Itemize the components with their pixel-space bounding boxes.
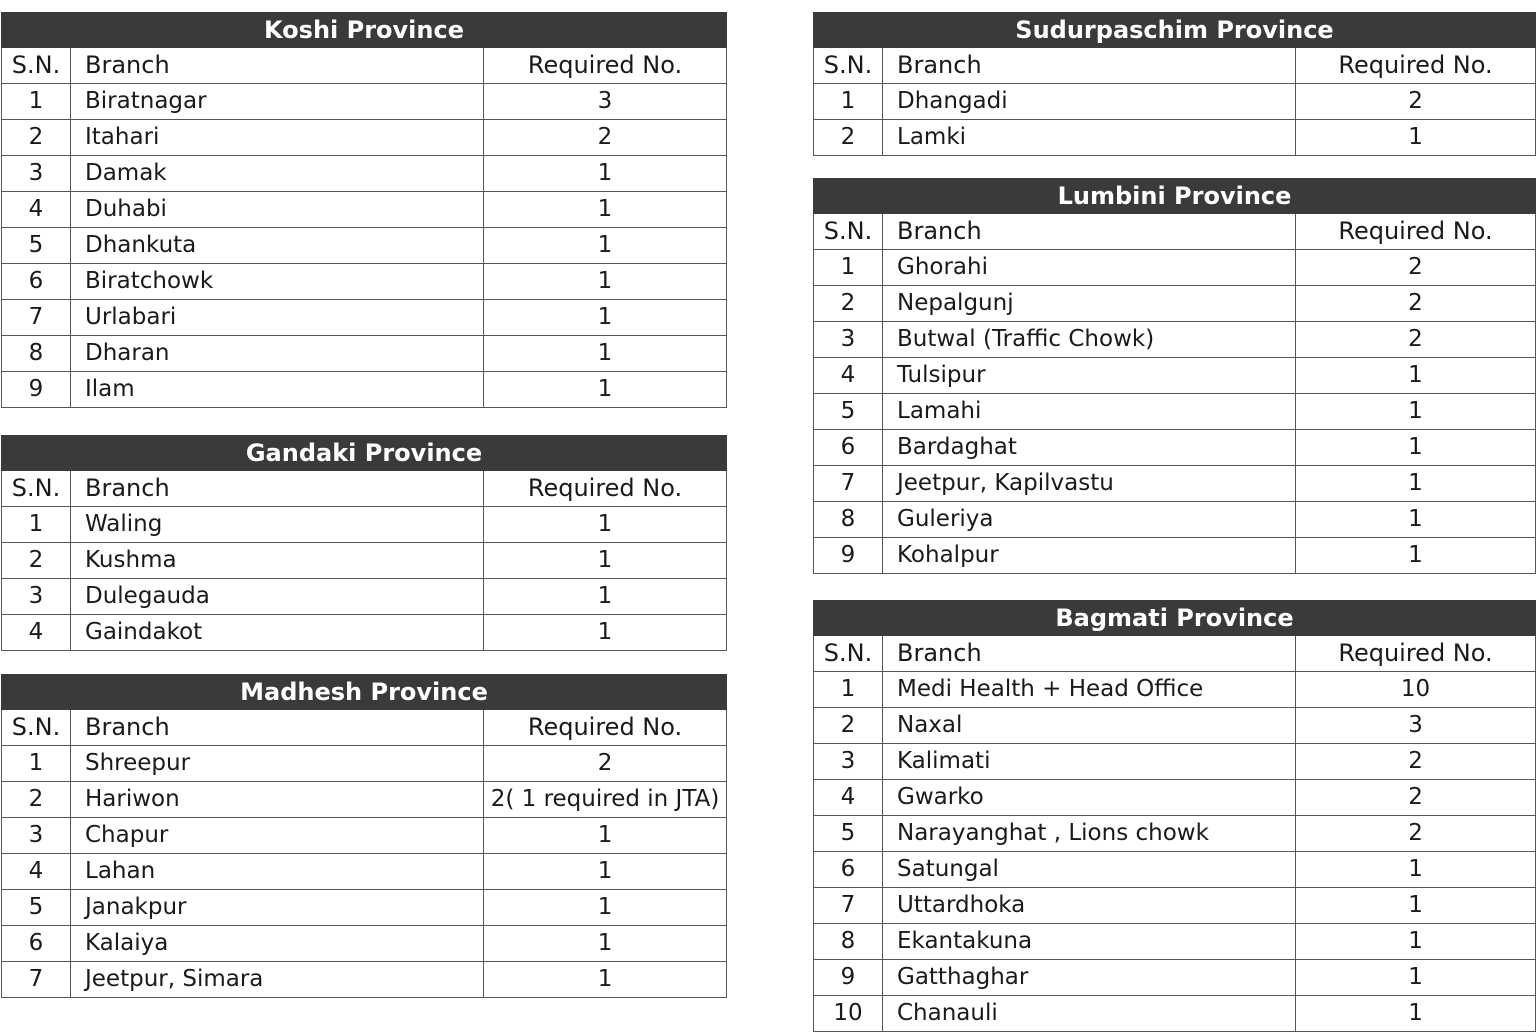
branch-name-cell: Ilam <box>71 372 484 408</box>
table-row <box>814 358 1536 394</box>
branch-name-cell: Waling <box>71 507 484 543</box>
serial-number-cell: 6 <box>2 926 71 962</box>
branch-name-cell: Ghorahi <box>883 250 1296 286</box>
required-header: Required No. <box>484 48 727 84</box>
table-row <box>814 250 1536 286</box>
required-number-cell: 1 <box>484 854 727 890</box>
required-number-cell: 1 <box>484 192 727 228</box>
required-number-cell: 1 <box>484 615 727 651</box>
serial-number-cell: 1 <box>2 507 71 543</box>
branch-name-cell: Lahan <box>71 854 484 890</box>
branch-name-cell: Gwarko <box>883 780 1296 816</box>
serial-number-cell: 4 <box>2 615 71 651</box>
table-row <box>814 816 1536 852</box>
serial-number-cell: 5 <box>814 816 883 852</box>
table-row <box>2 746 727 782</box>
serial-number-cell: 6 <box>814 852 883 888</box>
branch-header: Branch <box>883 636 1296 672</box>
branch-name-cell: Kushma <box>71 543 484 579</box>
branch-name-cell: Lamki <box>883 120 1296 156</box>
serial-number-cell: 5 <box>2 228 71 264</box>
table-row <box>2 962 727 998</box>
table-row <box>814 120 1536 156</box>
serial-number-cell: 1 <box>2 746 71 782</box>
serial-number-cell: 8 <box>814 924 883 960</box>
required-number-cell: 2 <box>1296 816 1536 852</box>
required-number-cell: 1 <box>1296 120 1536 156</box>
branch-name-cell: Nepalgunj <box>883 286 1296 322</box>
required-number-cell: 2 <box>1296 744 1536 780</box>
required-number-cell: 1 <box>484 372 727 408</box>
required-number-cell: 1 <box>1296 996 1536 1032</box>
required-number-cell: 2 <box>1296 322 1536 358</box>
branch-name-cell: Damak <box>71 156 484 192</box>
required-number-cell: 10 <box>1296 672 1536 708</box>
table-row <box>2 336 727 372</box>
branch-name-cell: Jeetpur, Kapilvastu <box>883 466 1296 502</box>
branch-name-cell: Biratnagar <box>71 84 484 120</box>
branch-name-cell: Shreepur <box>71 746 484 782</box>
province-title: Madhesh Province <box>2 675 727 710</box>
required-number-cell: 1 <box>484 926 727 962</box>
required-number-cell: 1 <box>1296 888 1536 924</box>
branch-name-cell: Kohalpur <box>883 538 1296 574</box>
required-number-cell: 1 <box>1296 466 1536 502</box>
branch-name-cell: Guleriya <box>883 502 1296 538</box>
table-row <box>2 543 727 579</box>
table-row <box>814 852 1536 888</box>
serial-number-cell: 3 <box>2 818 71 854</box>
branch-name-cell: Satungal <box>883 852 1296 888</box>
branch-name-cell: Jeetpur, Simara <box>71 962 484 998</box>
province-title: Sudurpaschim Province <box>814 13 1536 48</box>
branch-name-cell: Kalimati <box>883 744 1296 780</box>
serial-number-cell: 2 <box>814 708 883 744</box>
required-header: Required No. <box>1296 214 1536 250</box>
required-number-cell: 1 <box>484 962 727 998</box>
required-number-cell: 1 <box>484 543 727 579</box>
serial-number-cell: 4 <box>2 192 71 228</box>
required-number-cell: 1 <box>484 818 727 854</box>
column-header-row <box>2 48 727 84</box>
column-header-row <box>814 48 1536 84</box>
branch-name-cell: Gatthaghar <box>883 960 1296 996</box>
required-number-cell: 1 <box>1296 852 1536 888</box>
branch-name-cell: Dulegauda <box>71 579 484 615</box>
serial-number-cell: 9 <box>814 960 883 996</box>
serial-number-cell: 2 <box>2 782 71 818</box>
branch-name-cell: Kalaiya <box>71 926 484 962</box>
required-number-cell: 1 <box>484 507 727 543</box>
required-number-cell: 2 <box>1296 780 1536 816</box>
branch-name-cell: Lamahi <box>883 394 1296 430</box>
serial-number-cell: 2 <box>2 543 71 579</box>
table-row <box>814 430 1536 466</box>
branch-name-cell: Hariwon <box>71 782 484 818</box>
table-row <box>814 286 1536 322</box>
serial-number-cell: 8 <box>2 336 71 372</box>
branch-name-cell: Uttardhoka <box>883 888 1296 924</box>
table-row <box>2 507 727 543</box>
serial-number-cell: 10 <box>814 996 883 1032</box>
required-number-cell: 1 <box>484 228 727 264</box>
table-row <box>2 264 727 300</box>
province-title: Gandaki Province <box>2 436 727 471</box>
branch-header: Branch <box>71 710 484 746</box>
branch-name-cell: Dharan <box>71 336 484 372</box>
table-row <box>2 156 727 192</box>
branch-name-cell: Tulsipur <box>883 358 1296 394</box>
required-header: Required No. <box>484 710 727 746</box>
branch-name-cell: Narayanghat , Lions chowk <box>883 816 1296 852</box>
branch-name-cell: Biratchowk <box>71 264 484 300</box>
column-header-row <box>814 214 1536 250</box>
serial-number-cell: 7 <box>814 888 883 924</box>
sn-header: S.N. <box>2 48 71 84</box>
column-header-row <box>2 471 727 507</box>
required-number-cell: 3 <box>484 84 727 120</box>
required-number-cell: 2 <box>484 120 727 156</box>
branch-name-cell: Gaindakot <box>71 615 484 651</box>
serial-number-cell: 9 <box>814 538 883 574</box>
sn-header: S.N. <box>814 48 883 84</box>
table-row <box>814 708 1536 744</box>
required-number-cell: 1 <box>1296 538 1536 574</box>
branch-name-cell: Chapur <box>71 818 484 854</box>
table-row <box>814 466 1536 502</box>
required-number-cell: 2 <box>1296 250 1536 286</box>
branch-name-cell: Ekantakuna <box>883 924 1296 960</box>
required-number-cell: 1 <box>1296 358 1536 394</box>
required-number-cell: 2 <box>1296 84 1536 120</box>
serial-number-cell: 1 <box>814 84 883 120</box>
serial-number-cell: 2 <box>2 120 71 156</box>
sn-header: S.N. <box>2 471 71 507</box>
branch-name-cell: Urlabari <box>71 300 484 336</box>
serial-number-cell: 2 <box>814 286 883 322</box>
required-number-cell: 2( 1 required in JTA) <box>484 782 727 818</box>
table-row <box>2 228 727 264</box>
table-row <box>2 615 727 651</box>
branch-name-cell: Chanauli <box>883 996 1296 1032</box>
table-row <box>2 782 727 818</box>
province-table-koshi <box>1 12 727 408</box>
branch-header: Branch <box>71 48 484 84</box>
table-row <box>814 996 1536 1032</box>
serial-number-cell: 9 <box>2 372 71 408</box>
branch-name-cell: Dhankuta <box>71 228 484 264</box>
table-row <box>814 888 1536 924</box>
table-row <box>2 192 727 228</box>
serial-number-cell: 7 <box>2 300 71 336</box>
column-header-row <box>2 710 727 746</box>
required-number-cell: 2 <box>484 746 727 782</box>
required-number-cell: 1 <box>484 300 727 336</box>
province-table-sudurpaschim <box>813 12 1536 156</box>
branch-header: Branch <box>883 48 1296 84</box>
table-row <box>814 924 1536 960</box>
province-table-bagmati <box>813 600 1536 1032</box>
serial-number-cell: 1 <box>2 84 71 120</box>
branch-name-cell: Dhangadi <box>883 84 1296 120</box>
serial-number-cell: 3 <box>814 744 883 780</box>
branch-name-cell: Naxal <box>883 708 1296 744</box>
province-table-lumbini <box>813 178 1536 574</box>
column-header-row <box>814 636 1536 672</box>
serial-number-cell: 5 <box>2 890 71 926</box>
table-row <box>2 926 727 962</box>
table-row <box>2 372 727 408</box>
branch-header: Branch <box>71 471 484 507</box>
branch-header: Branch <box>883 214 1296 250</box>
serial-number-cell: 2 <box>814 120 883 156</box>
serial-number-cell: 6 <box>814 430 883 466</box>
table-row <box>2 890 727 926</box>
serial-number-cell: 6 <box>2 264 71 300</box>
table-row <box>814 322 1536 358</box>
table-row <box>2 579 727 615</box>
table-row <box>814 394 1536 430</box>
table-row <box>814 780 1536 816</box>
serial-number-cell: 4 <box>2 854 71 890</box>
required-number-cell: 1 <box>484 890 727 926</box>
sn-header: S.N. <box>814 214 883 250</box>
branch-name-cell: Duhabi <box>71 192 484 228</box>
required-number-cell: 1 <box>484 264 727 300</box>
province-title: Lumbini Province <box>814 179 1536 214</box>
serial-number-cell: 3 <box>2 579 71 615</box>
table-row <box>814 84 1536 120</box>
required-header: Required No. <box>1296 636 1536 672</box>
serial-number-cell: 3 <box>814 322 883 358</box>
branch-name-cell: Bardaghat <box>883 430 1296 466</box>
table-row <box>814 538 1536 574</box>
table-row <box>2 300 727 336</box>
required-header: Required No. <box>1296 48 1536 84</box>
required-number-cell: 1 <box>484 156 727 192</box>
table-row <box>814 960 1536 996</box>
branch-name-cell: Medi Health + Head Office <box>883 672 1296 708</box>
sn-header: S.N. <box>814 636 883 672</box>
province-table-gandaki <box>1 435 727 651</box>
required-number-cell: 1 <box>1296 394 1536 430</box>
required-header: Required No. <box>484 471 727 507</box>
table-row <box>2 818 727 854</box>
table-row <box>814 672 1536 708</box>
serial-number-cell: 7 <box>2 962 71 998</box>
serial-number-cell: 5 <box>814 394 883 430</box>
province-table-madhesh <box>1 674 727 998</box>
branch-name-cell: Itahari <box>71 120 484 156</box>
province-title: Koshi Province <box>2 13 727 48</box>
required-number-cell: 1 <box>484 579 727 615</box>
serial-number-cell: 1 <box>814 250 883 286</box>
table-row <box>814 744 1536 780</box>
serial-number-cell: 8 <box>814 502 883 538</box>
table-row <box>2 854 727 890</box>
required-number-cell: 2 <box>1296 286 1536 322</box>
table-row <box>2 84 727 120</box>
required-number-cell: 1 <box>1296 960 1536 996</box>
required-number-cell: 1 <box>484 336 727 372</box>
branch-name-cell: Janakpur <box>71 890 484 926</box>
branch-name-cell: Butwal (Traffic Chowk) <box>883 322 1296 358</box>
serial-number-cell: 7 <box>814 466 883 502</box>
serial-number-cell: 4 <box>814 780 883 816</box>
table-row <box>814 502 1536 538</box>
required-number-cell: 1 <box>1296 924 1536 960</box>
province-title: Bagmati Province <box>814 601 1536 636</box>
sn-header: S.N. <box>2 710 71 746</box>
serial-number-cell: 3 <box>2 156 71 192</box>
serial-number-cell: 1 <box>814 672 883 708</box>
required-number-cell: 3 <box>1296 708 1536 744</box>
required-number-cell: 1 <box>1296 502 1536 538</box>
table-row <box>2 120 727 156</box>
serial-number-cell: 4 <box>814 358 883 394</box>
required-number-cell: 1 <box>1296 430 1536 466</box>
